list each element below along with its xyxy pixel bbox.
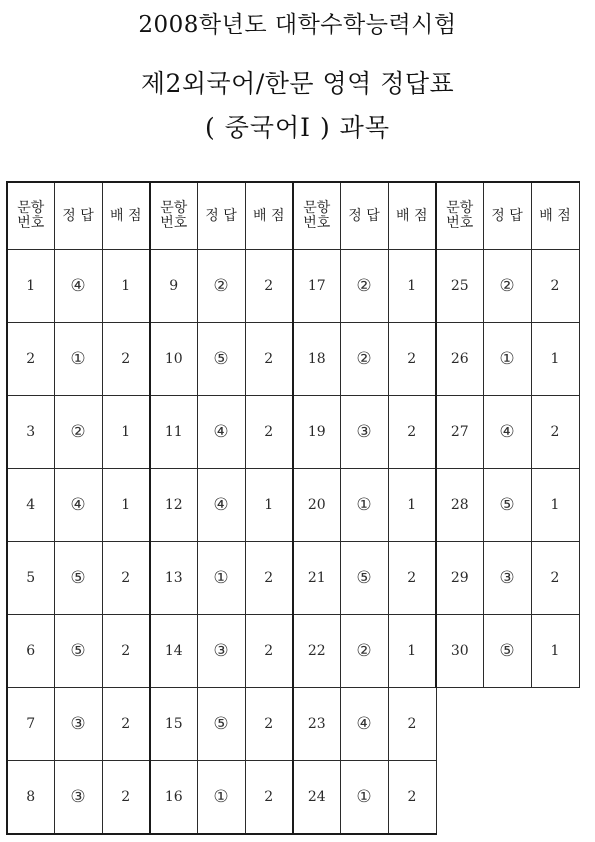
answer-cell: ① (340, 761, 388, 835)
answer-cell: ⑤ (197, 688, 245, 761)
empty-cell (483, 688, 531, 761)
points-cell: 2 (245, 615, 293, 688)
question-number: 15 (150, 688, 197, 761)
answer-cell: ③ (54, 688, 102, 761)
header-points: 배 점 (531, 182, 579, 250)
question-number: 20 (293, 469, 340, 542)
question-number: 26 (436, 323, 483, 396)
answer-cell: ③ (340, 396, 388, 469)
header-question-number-line: 문항 (446, 200, 474, 216)
points-cell: 1 (388, 250, 436, 323)
table-row (7, 323, 579, 396)
answer-cell: ② (340, 250, 388, 323)
table-row (7, 615, 579, 688)
header-question-number (7, 182, 54, 250)
points-cell: 2 (531, 542, 579, 615)
empty-cell (436, 688, 483, 761)
points-cell: 2 (531, 250, 579, 323)
points-cell: 1 (388, 615, 436, 688)
question-number: 14 (150, 615, 197, 688)
question-number: 11 (150, 396, 197, 469)
empty-cell (531, 761, 579, 835)
empty-cell (531, 688, 579, 761)
empty-cell (483, 761, 531, 835)
points-cell: 1 (102, 396, 150, 469)
header-question-number (293, 182, 340, 250)
points-cell: 1 (388, 469, 436, 542)
points-cell: 2 (245, 761, 293, 835)
section-title: 제2외국어/한문 영역 정답표 (140, 69, 455, 98)
subject-title: ( 중국어Ⅰ ) 과목 (205, 113, 390, 142)
points-cell: 2 (102, 761, 150, 835)
exam-title: 2008학년도 대학수학능력시험 (138, 12, 457, 38)
question-number: 16 (150, 761, 197, 835)
points-cell: 2 (102, 542, 150, 615)
question-number: 4 (7, 469, 54, 542)
points-cell: 1 (531, 323, 579, 396)
question-number: 10 (150, 323, 197, 396)
question-number: 27 (436, 396, 483, 469)
points-cell: 2 (245, 542, 293, 615)
answer-cell: ⑤ (340, 542, 388, 615)
answer-cell: ② (54, 396, 102, 469)
answer-cell: ④ (340, 688, 388, 761)
question-number: 12 (150, 469, 197, 542)
question-number: 3 (7, 396, 54, 469)
answer-key-table (6, 181, 580, 835)
question-number: 8 (7, 761, 54, 835)
question-number: 24 (293, 761, 340, 835)
question-number: 25 (436, 250, 483, 323)
answer-cell: ④ (54, 250, 102, 323)
header-question-number-line: 문항 (160, 200, 188, 216)
answer-cell: ③ (197, 615, 245, 688)
answer-cell: ② (483, 250, 531, 323)
points-cell: 2 (245, 688, 293, 761)
answer-cell: ⑤ (197, 323, 245, 396)
header-answer: 정 답 (54, 182, 102, 250)
question-number: 9 (150, 250, 197, 323)
header-question-number-line: 번호 (303, 215, 331, 231)
empty-cell (436, 761, 483, 835)
question-number: 7 (7, 688, 54, 761)
table-row (7, 761, 579, 835)
points-cell: 1 (102, 250, 150, 323)
answer-cell: ③ (54, 761, 102, 835)
table-row (7, 396, 579, 469)
answer-cell: ⑤ (483, 469, 531, 542)
points-cell: 2 (531, 396, 579, 469)
points-cell: 2 (388, 396, 436, 469)
question-number: 13 (150, 542, 197, 615)
answer-cell: ⑤ (54, 615, 102, 688)
header-question-number-line: 번호 (160, 215, 188, 231)
header-points: 배 점 (102, 182, 150, 250)
question-number: 17 (293, 250, 340, 323)
question-number: 30 (436, 615, 483, 688)
answer-cell: ① (197, 761, 245, 835)
points-cell: 2 (388, 323, 436, 396)
points-cell: 2 (388, 542, 436, 615)
question-number: 2 (7, 323, 54, 396)
answer-cell: ① (483, 323, 531, 396)
answer-cell: ② (340, 323, 388, 396)
question-number: 22 (293, 615, 340, 688)
header-points: 배 점 (388, 182, 436, 250)
points-cell: 1 (531, 469, 579, 542)
header-question-number-line: 문항 (17, 200, 45, 216)
header-question-number (436, 182, 483, 250)
points-cell: 1 (531, 615, 579, 688)
answer-cell: ① (340, 469, 388, 542)
table-row (7, 250, 579, 323)
points-cell: 2 (388, 761, 436, 835)
answer-cell: ④ (197, 469, 245, 542)
header-answer: 정 답 (197, 182, 245, 250)
answer-cell: ⑤ (483, 615, 531, 688)
points-cell: 2 (102, 688, 150, 761)
points-cell: 1 (245, 469, 293, 542)
points-cell: 2 (245, 323, 293, 396)
points-cell: 2 (102, 615, 150, 688)
header-question-number (150, 182, 197, 250)
answer-cell: ① (197, 542, 245, 615)
header-points: 배 점 (245, 182, 293, 250)
question-number: 21 (293, 542, 340, 615)
points-cell: 2 (102, 323, 150, 396)
header-answer: 정 답 (483, 182, 531, 250)
answer-cell: ⑤ (54, 542, 102, 615)
answer-cell: ④ (197, 396, 245, 469)
question-number: 5 (7, 542, 54, 615)
points-cell: 1 (102, 469, 150, 542)
question-number: 6 (7, 615, 54, 688)
answer-cell: ① (54, 323, 102, 396)
answer-cell: ③ (483, 542, 531, 615)
table-row (7, 469, 579, 542)
question-number: 1 (7, 250, 54, 323)
points-cell: 2 (245, 250, 293, 323)
points-cell: 2 (388, 688, 436, 761)
table-row (7, 688, 579, 761)
header-question-number-line: 문항 (303, 200, 331, 216)
answer-cell: ② (340, 615, 388, 688)
question-number: 23 (293, 688, 340, 761)
points-cell: 2 (245, 396, 293, 469)
header-question-number-line: 번호 (446, 215, 474, 231)
answer-cell: ② (197, 250, 245, 323)
header-row (7, 182, 579, 250)
table-row (7, 542, 579, 615)
header-answer: 정 답 (340, 182, 388, 250)
header-question-number-line: 번호 (17, 215, 45, 231)
question-number: 29 (436, 542, 483, 615)
question-number: 19 (293, 396, 340, 469)
question-number: 18 (293, 323, 340, 396)
answer-cell: ④ (483, 396, 531, 469)
answer-cell: ④ (54, 469, 102, 542)
question-number: 28 (436, 469, 483, 542)
